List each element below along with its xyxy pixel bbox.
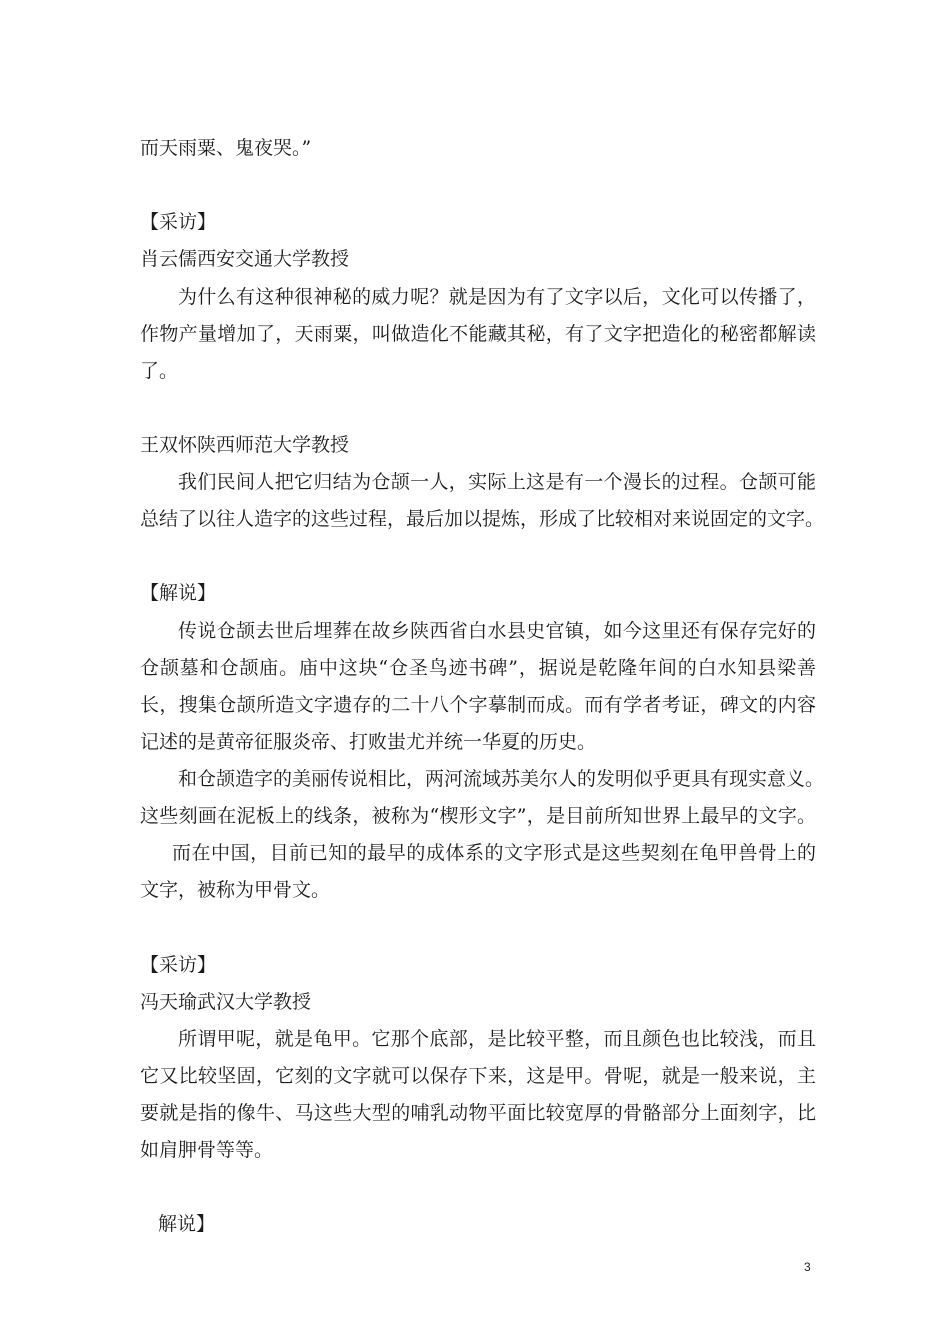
page-number: 3 — [804, 1260, 811, 1274]
text-line: 为什么有这种很神秘的威力呢？就是因为有了文字以后，文化可以传播了， — [178, 286, 816, 308]
text-line: 了。 — [140, 360, 179, 382]
text-line: 作物产量增加了，天雨粟，叫做造化不能藏其秘，有了文字把造化的秘密都解读 — [140, 323, 816, 345]
section-heading: 【采访】 — [140, 211, 217, 233]
speaker-name: 王双怀陕西师范大学教授 — [140, 434, 350, 456]
text-line: 记述的是黄帝征服炎帝、打败蚩尤并统一华夏的历史。 — [140, 731, 597, 753]
text-line: 我们民间人把它归结为仓颉一人，实际上这是有一个漫长的过程。仓颉可能 — [178, 471, 816, 493]
text-line: 长，搜集仓颉所造文字遗存的二十八个字摹制而成。而有学者考证，碑文的内容 — [140, 694, 816, 716]
text-line: 这些刻画在泥板上的线条，被称为“楔形文字”，是目前所知世界上最早的文字。 — [140, 805, 816, 827]
section-heading: 解说】 — [158, 1213, 216, 1235]
text-line: 所谓甲呢，就是龟甲。它那个底部，是比较平整，而且颜色也比较浅，而且 — [178, 1028, 816, 1050]
text-line: 要就是指的像牛、马这些大型的哺乳动物平面比较宽厚的骨骼部分上面刻字，比 — [140, 1102, 816, 1124]
text-line: 和仓颉造字的美丽传说相比，两河流域苏美尔人的发明似乎更具有现实意义。 — [178, 768, 825, 790]
text-line: 它又比较坚固，它刻的文字就可以保存下来，这是甲。骨呢，就是一般来说，主 — [140, 1065, 816, 1087]
text-line: 如肩胛骨等等。 — [140, 1139, 274, 1161]
speaker-name: 肖云儒西安交通大学教授 — [140, 248, 350, 270]
section-heading: 【采访】 — [140, 954, 217, 976]
text-line: 而在中国，目前已知的最早的成体系的文字形式是这些契刻在龟甲兽骨上的 — [172, 842, 816, 864]
text-line: 文字，被称为甲骨文。 — [140, 879, 331, 901]
text-line: 传说仓颉去世后埋葬在故乡陕西省白水县史官镇，如今这里还有保存完好的 — [178, 620, 816, 642]
text-line: 而天雨粟、鬼夜哭。” — [140, 137, 312, 159]
text-line: 总结了以往人造字的这些过程，最后加以提炼，形成了比较相对来说固定的文字。 — [140, 508, 825, 530]
speaker-name: 冯天瑜武汉大学教授 — [140, 991, 312, 1013]
section-heading: 【解说】 — [140, 582, 217, 604]
text-line: 仓颉墓和仓颉庙。庙中这块“仓圣鸟迹书碑”，据说是乾隆年间的白水知县梁善 — [140, 657, 816, 679]
